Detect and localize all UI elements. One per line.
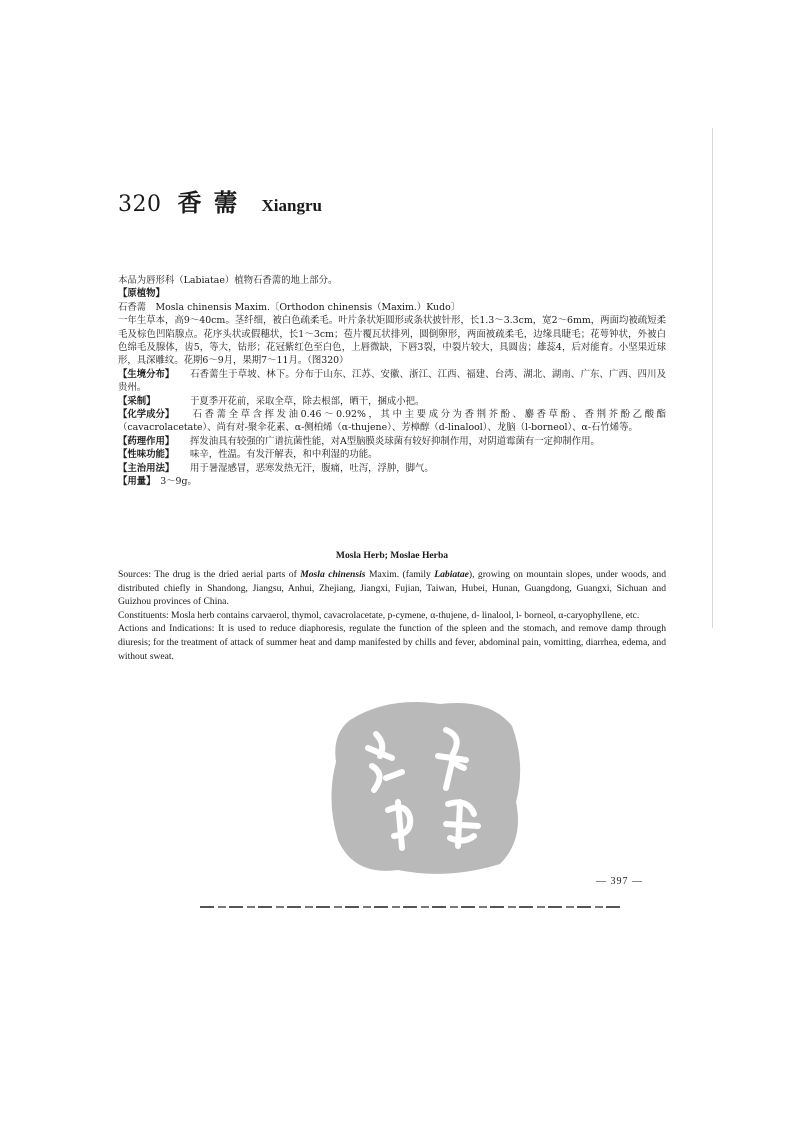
english-sources	[118, 568, 666, 609]
section-text: 石香薷全草含挥发油0.46～0.92%，其中主要成分为香荆芥酚、麝香草酚、香荆芥酚乙酸酯（cavacrolacetate）、尚有对-聚伞花素、α-侧柏烯（α-thujene）、芳樟醇（d-linalool）、龙脑（l-borneol）、α-石竹烯等。	[118, 409, 666, 434]
section-text: 味辛，性温。有发汗解表，和中利湿的功能。	[190, 449, 378, 461]
section-label: 【原植物】	[118, 288, 165, 300]
section-label: 【采制】	[118, 395, 156, 407]
section-dosage	[118, 475, 666, 488]
margin-rule	[712, 128, 713, 628]
section-label: 【主治用法】	[118, 462, 175, 474]
section-text: 用于暑湿感冒，恶寒发热无汗，腹痛，吐泻，浮肿，脚气。	[190, 462, 434, 474]
section-label: 【生境分布】	[118, 368, 175, 380]
section-text: 于夏季开花前，采取全草，除去根部，晒干，捆成小把。	[190, 395, 425, 407]
entry-title	[118, 183, 322, 218]
section-label: 【用量】	[118, 476, 151, 488]
section-label: 【性味功能】	[118, 449, 175, 461]
source-plant-line: 石香薷 Mosla chinensis Maxim.〔Orthodon chinensis（Maxim.）Kudo〕	[118, 301, 461, 313]
family-name: Labiatae	[434, 569, 469, 580]
english-title: Mosla Herb; Moslae Herba	[335, 550, 449, 561]
chinese-text	[118, 274, 666, 489]
section-collection	[118, 395, 666, 408]
entry-number: 320	[118, 192, 162, 217]
section-text: 挥发油具有较强的广谱抗菌性能，对A型脑膜炎球菌有较好抑制作用，对阴道霉菌有一定抑制作用。	[190, 435, 600, 447]
sources-text: Sources: The drug is the dried aerial parts of	[118, 569, 301, 580]
english-constituents: Constituents: Mosla herb contains carvaerol, thymol, cavacrolacetate, p-cymene, α-thujene, d- linalool, l- borneol, α-caryophyllene, etc.	[118, 609, 640, 621]
bottom-rule	[200, 906, 620, 908]
entry-name-pinyin: Xiangru	[261, 196, 322, 215]
species-name: Mosla chinensis	[300, 569, 366, 580]
plant-description: 一年生草本，高9～40cm。茎纤细，被白色疏柔毛。叶片条状矩圆形或条状披针形，长1.3～3.3cm，宽2～6mm，两面均被疏短柔毛及棕色凹陷腺点。花序头状或假穗状，长1～3cm；苞片覆瓦状排列，圆倒卵形，两面被疏柔毛，边缘具睫毛；花萼钟状，外被白色绵毛及腺体，齿5，等大，钻形；花冠紫红色至白色，上唇微缺，下唇3裂，中裂片较大，具圆齿；雄蕊4，后对能育。小坚果近球形，具深雕纹。花期6～9月，果期7～11月。（图320）	[118, 315, 666, 367]
sources-text: ), growing on mountain slopes, under woods, and distributed chiefly in Shandong, Jiangsu, Anhui, Zhejiang, Jiangxi, Fujian, Taiwan, Hubei, Hunan, Guangdong, Guangxi, Sichuan and Guizhou provinces of China.	[118, 569, 666, 608]
page-number: — 397 —	[596, 876, 643, 887]
english-text	[118, 568, 666, 663]
section-properties	[118, 448, 666, 461]
section-habitat	[118, 368, 666, 395]
section-text: 3～9g。	[160, 476, 197, 488]
section-indications	[118, 462, 666, 475]
section-label: 【化学成分】	[118, 409, 175, 421]
section-chemistry	[118, 408, 666, 435]
section-pharmacology	[118, 435, 666, 448]
section-label: 【药理作用】	[118, 435, 175, 447]
section-text: 石香薷生于草坡、林下。分布于山东、江苏、安徽、浙江、江西、福建、台湾、湖北、湖南、广东、广西、四川及贵州。	[118, 368, 666, 394]
seal-stamp-icon	[328, 690, 528, 880]
intro-paragraph: 本品为唇形科（Labiatae）植物石香薷的地上部分。	[118, 275, 338, 286]
english-actions: Actions and Indications: It is used to reduce diaphoresis, regulate the function of the spleen and the stomach, and remove damp through diuresis; for the treatment of attack of summer heat and damp manifested by chills and fever, abdominal pain, vomitting, diarrhea, edema, and without sweat.	[118, 623, 666, 662]
entry-name-chinese: 香薷	[177, 188, 250, 217]
sources-text: Maxim. (family	[365, 569, 435, 580]
